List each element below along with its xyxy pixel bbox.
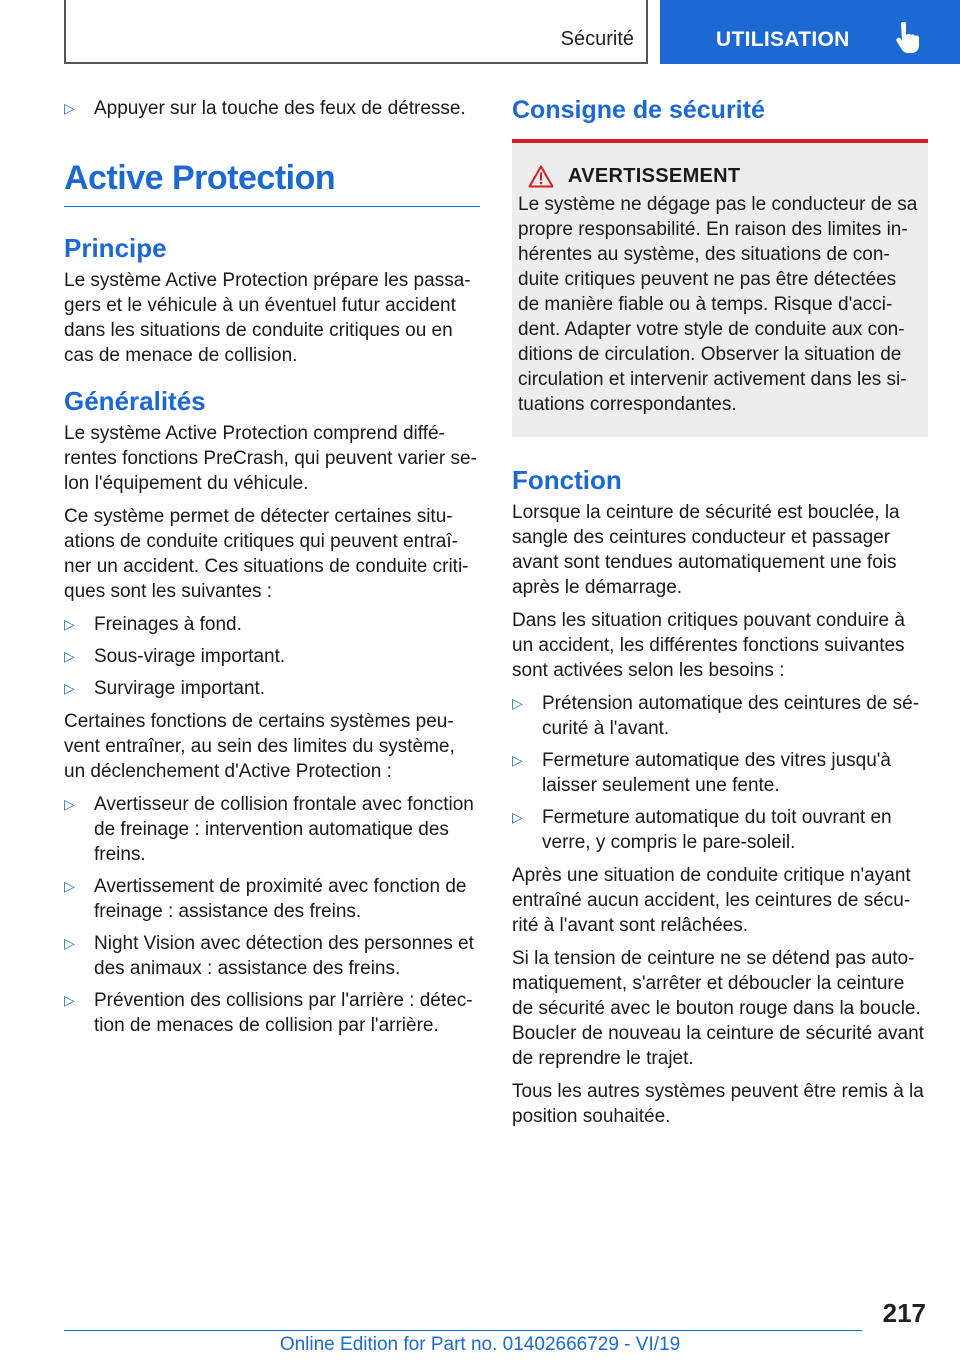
fonction-p1: Lorsque la ceinture de sécurité est bouclée, la sangle des ceintures conducteur et passager avant sont tendues automatiquement une fois après le démarrage. (512, 502, 900, 598)
list-item: ▷ Night Vision avec détection des personnes et des animaux : assistance des freins. (64, 933, 474, 979)
list-item: ▷ Avertissement de proximité avec fonction de freinage : assistance des freins. (64, 876, 467, 922)
warning-title: AVERTISSEMENT (568, 165, 741, 187)
triangle-bullet-icon: ▷ (512, 809, 523, 825)
list-item: ▷ Appuyer sur la touche des feux de détresse. (64, 98, 466, 119)
page-title: Active Protection (64, 159, 480, 207)
heading-generalites: Généralités (64, 386, 206, 416)
triangle-bullet-icon: ▷ (64, 616, 75, 632)
footer-edition: Online Edition for Part no. 01402666729 - VI/19 (279, 1334, 681, 1355)
header-chapter-tab[interactable] (660, 0, 960, 64)
list-item: ▷ Prétension automatique des ceintures de sé-curité à l'avant. (512, 693, 920, 739)
fonction-p5: Tous les autres systèmes peuvent être remis à la position souhaitée. (512, 1081, 924, 1127)
warning-triangle-icon (528, 165, 554, 188)
situations-list (64, 612, 480, 701)
list-item: ▷ Avertisseur de collision frontale avec fonction de freinage : intervention automatique des freins. (64, 794, 474, 865)
heading-consigne: Consigne de sécurité (512, 96, 765, 124)
header-section-box (64, 0, 648, 64)
list-item: ▷ Fermeture automatique du toit ouvrant en verre, y compris le pare-soleil. (512, 807, 892, 853)
intro-list (64, 96, 480, 121)
list-item: ▷ Sous-virage important. (64, 646, 286, 667)
list-item: ▷ Prévention des collisions par l'arrière : détec-tion de menaces de collision par l'arrière. (64, 990, 473, 1036)
triangle-bullet-icon: ▷ (64, 648, 75, 664)
fonction-list (512, 691, 928, 855)
hand-pointer-icon (894, 22, 920, 54)
generalites-p3: Certaines fonctions de certains systèmes peu-vent entraîner, au sein des limites du système, un déclenchement d'Active Protection : (64, 711, 455, 782)
list-item: ▷ Freinages à fond. (64, 614, 242, 635)
generalites-p2: Ce système permet de détecter certaines situ-ations de conduite critiques qui peuvent entraî-ner un accident. Ces situations de conduite criti-ques sont les suivantes : (64, 506, 469, 602)
heading-fonction: Fonction (512, 465, 622, 495)
header-section-title: Sécurité (560, 28, 634, 50)
triangle-bullet-icon: ▷ (512, 695, 523, 711)
warning-text: Le système ne dégage pas le conducteur de sa propre responsabilité. En raison des limites in-hérentes au système, des situations de con-duite critiques peuvent ne pas être détectées de manière fiable ou à temps. Risque d'acci-dent. Adapter votre style de conduite aux con-ditions de circulation. Observer la situation de circulation et intervenir activement dans les si-tuations correspondantes. (518, 194, 918, 415)
principe-text: Le système Active Protection prépare les passa-gers et le véhicule à un éventuel futur accident dans les situations de conduite critiques ou en cas de menace de collision. (64, 270, 471, 366)
left-column (64, 96, 480, 1046)
warning-box (512, 139, 928, 437)
generalites-p1: Le système Active Protection comprend diffé-rentes fonctions PreCrash, qui peuvent varier se-lon l'équipement du véhicule. (64, 423, 477, 494)
heading-principe: Principe (64, 233, 167, 263)
footer-divider (64, 1330, 862, 1331)
right-column (512, 96, 928, 1137)
triangle-bullet-icon: ▷ (64, 100, 75, 116)
list-item: ▷ Fermeture automatique des vitres jusqu'à laisser seulement une fente. (512, 750, 891, 796)
fonction-p3: Après une situation de conduite critique n'ayant entraîné aucun accident, les ceintures de sécu-rité à l'avant sont relâchées. (512, 865, 911, 936)
triangle-bullet-icon: ▷ (64, 796, 75, 812)
systems-list (64, 792, 480, 1038)
page-number: 217 (882, 1298, 926, 1328)
header-chapter-title: UTILISATION (716, 28, 850, 51)
list-item: ▷ Survirage important. (64, 678, 266, 699)
fonction-p4: Si la tension de ceinture ne se détend pas auto-matiquement, s'arrêter et déboucler la ceinture de sécurité avec le bouton rouge dans la boucle. Boucler de nouveau la ceinture de sécurité avant de reprendre le trajet. (512, 948, 924, 1069)
fonction-p2: Dans les situation critiques pouvant conduire à un accident, les différentes fonctions suivantes sont activées selon les besoins : (512, 610, 905, 681)
triangle-bullet-icon: ▷ (512, 752, 523, 768)
triangle-bullet-icon: ▷ (64, 992, 75, 1008)
triangle-bullet-icon: ▷ (64, 935, 75, 951)
triangle-bullet-icon: ▷ (64, 680, 75, 696)
triangle-bullet-icon: ▷ (64, 878, 75, 894)
